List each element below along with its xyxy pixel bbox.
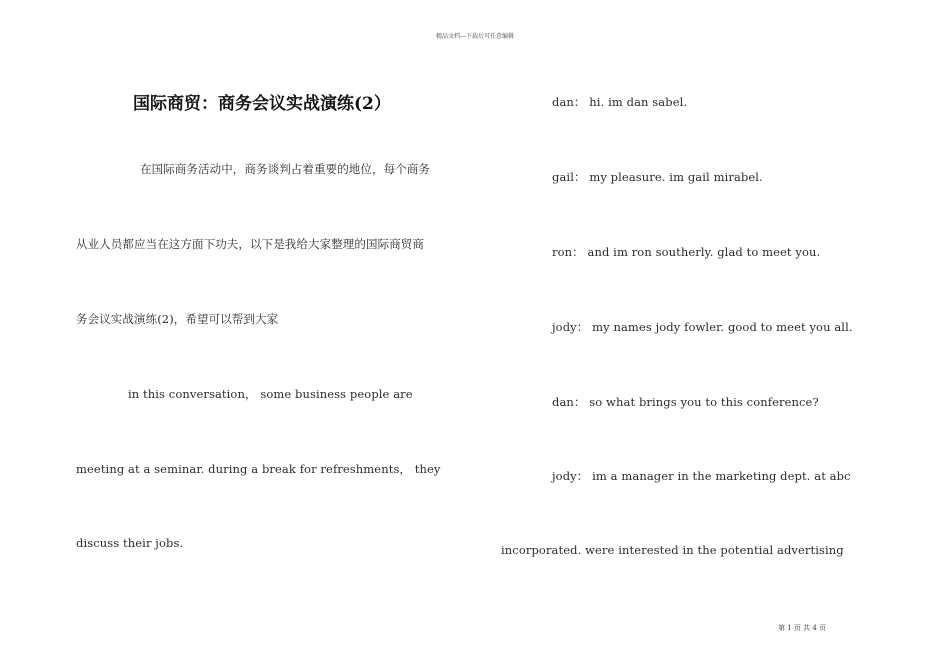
paragraph-line: discuss their jobs.: [76, 536, 184, 550]
dialogue-line: dan： so what brings you to this conference?: [552, 395, 819, 409]
paragraph-line: meeting at a seminar. during a break for refreshments， they: [76, 462, 441, 476]
page-number: 第 1 页 共 4 页: [778, 624, 827, 632]
page-header: 精品文档---下载后可任意编辑: [435, 33, 515, 40]
paragraph-line: 务会议实战演练(2)，希望可以帮到大家: [76, 312, 279, 326]
dialogue-line: dan： hi. im dan sabel.: [552, 95, 688, 109]
paragraph-line: 从业人员都应当在这方面下功夫，以下是我给大家整理的国际商贸商: [76, 237, 424, 251]
dialogue-line: ron： and im ron southerly. glad to meet you.: [552, 245, 821, 259]
document-title: 国际商贸：商务会议实战演练(2）: [133, 94, 391, 114]
dialogue-line: jody： my names jody fowler. good to meet you all.: [552, 320, 853, 334]
dialogue-line: incorporated. were interested in the potential advertising: [501, 543, 844, 557]
dialogue-line: jody： im a manager in the marketing dept. at abc: [552, 469, 851, 483]
dialogue-line: gail： my pleasure. im gail mirabel.: [552, 170, 763, 184]
paragraph-line: 在国际商务活动中，商务谈判占着重要的地位，每个商务: [140, 162, 430, 176]
paragraph-line: in this conversation， some business people are: [128, 387, 413, 401]
